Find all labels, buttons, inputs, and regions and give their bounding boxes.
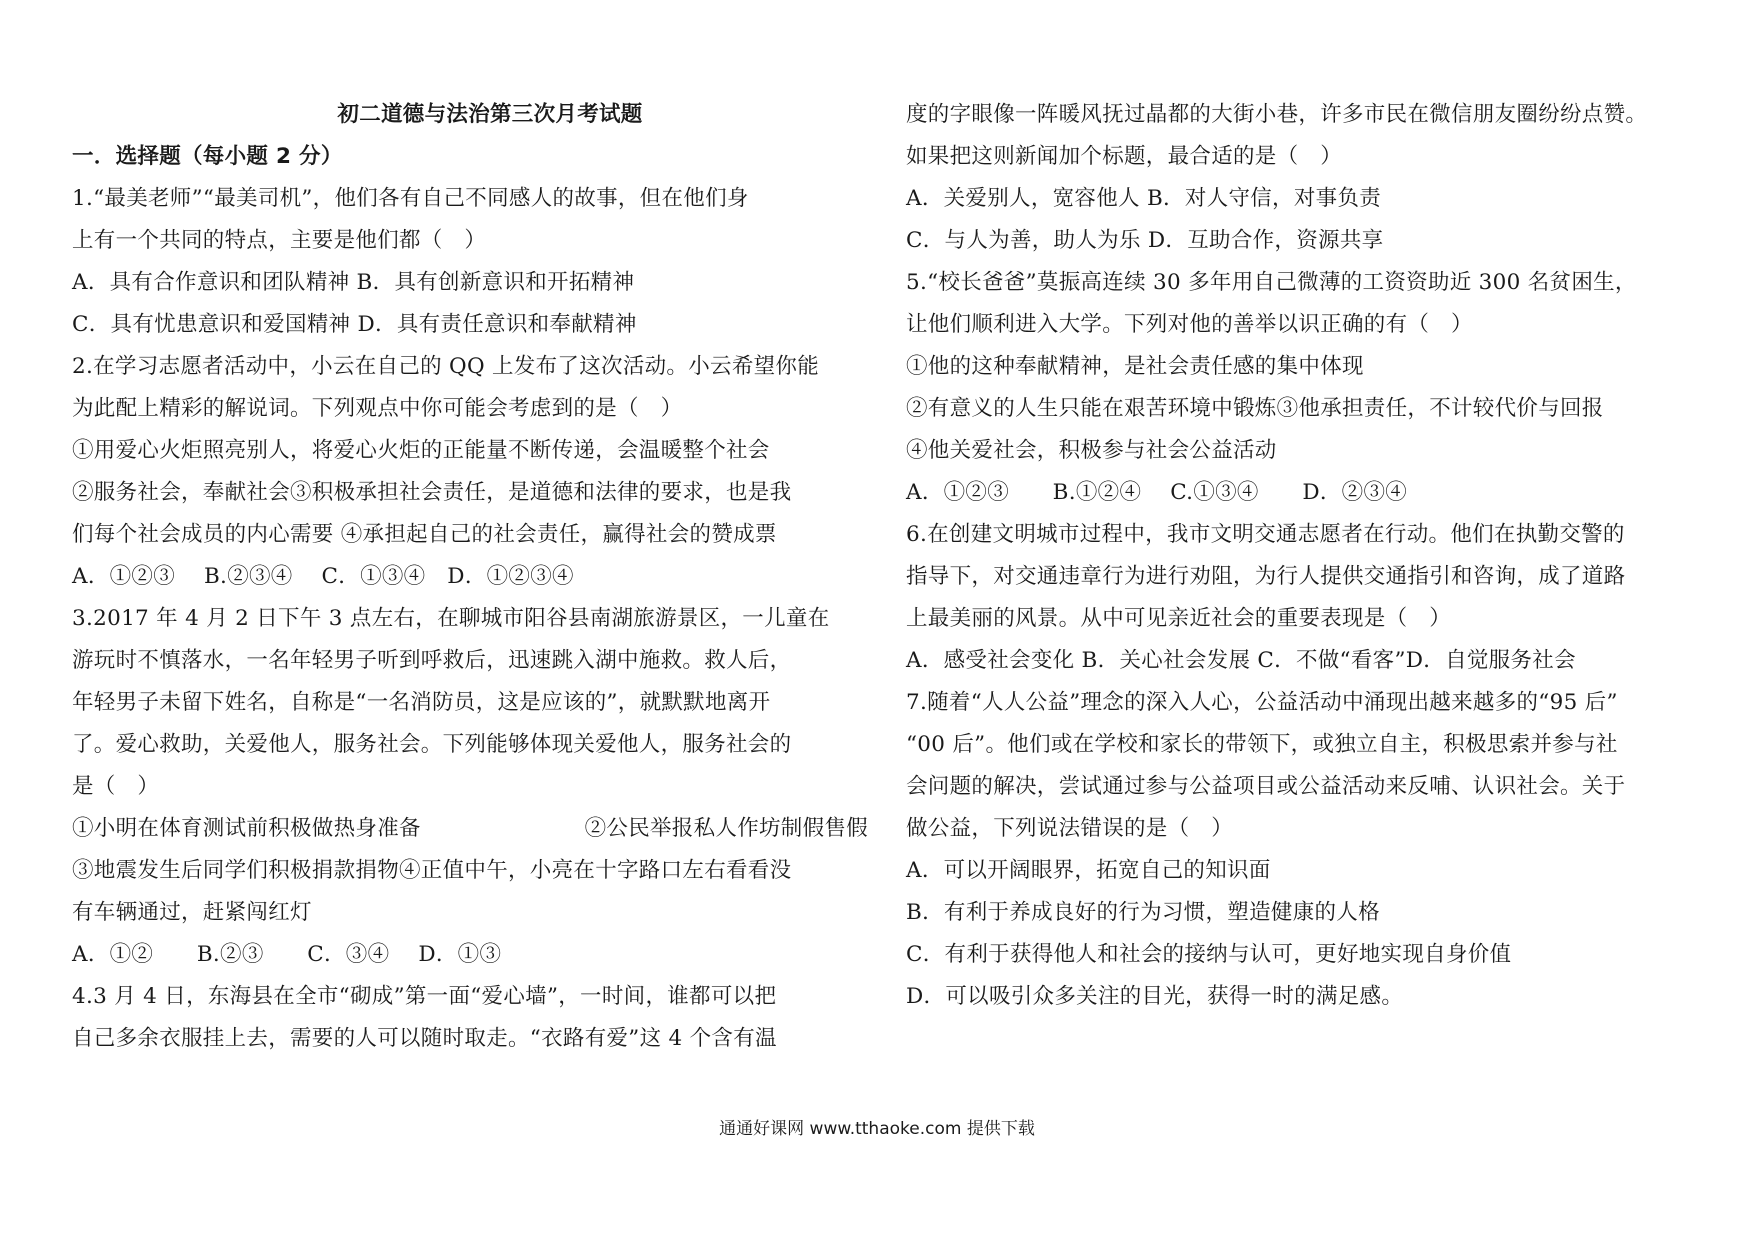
text-line: ③地震发生后同学们积极捐款捐物④正值中午，小亮在十字路口左右看看没: [72, 858, 792, 883]
text-line: A．感受社会变化 B．关心社会发展 C．不做“看客”D．自觉服务社会: [906, 648, 1576, 673]
text-line: 会问题的解决，尝试通过参与公益项目或公益活动来反哺、认识社会。关于: [906, 774, 1626, 799]
footer-suffix: 提供下载: [966, 1119, 1035, 1139]
page-footer: [0, 1117, 1754, 1141]
text-line: 5.“校长爸爸”莫振高连续 30 多年用自己微薄的工资资助近 300 名贫困生，: [906, 270, 1637, 295]
text-line: ②服务社会，奉献社会③积极承担社会责任，是道德和法律的要求，也是我: [72, 480, 792, 505]
left-text-block-1: [72, 178, 868, 808]
q3-options-row: [72, 808, 868, 850]
text-line: 们每个社会成员的内心需要 ④承担起自己的社会责任，赢得社会的赞成票: [72, 522, 777, 547]
text-line: B．有利于养成良好的行为习惯，塑造健康的人格: [906, 900, 1380, 925]
text-line: 如果把这则新闻加个标题，最合适的是（ ）: [906, 144, 1343, 169]
text-line: A．①②③ B.②③④ C．①③④ D．①②③④: [72, 564, 574, 589]
text-line: C．具有忧患意识和爱国精神 D．具有责任意识和奉献精神: [72, 312, 637, 337]
q3-option-2: ②公民举报私人作坊制假售假: [584, 816, 868, 841]
text-line: 7.随着“人人公益”理念的深入人心，公益活动中涌现出越来越多的“95 后”: [906, 690, 1618, 715]
text-line: 自己多余衣服挂上去，需要的人可以随时取走。“衣路有爱”这 4 个含有温: [72, 1026, 777, 1051]
text-line: 让他们顺利进入大学。下列对他的善举以识正确的有（ ）: [906, 312, 1473, 337]
text-line: C．与人为善，助人为乐 D．互助合作，资源共享: [906, 228, 1384, 253]
text-line: 有车辆通过，赶紧闯红灯: [72, 900, 312, 925]
text-line: A．关爱别人，宽容他人 B．对人守信，对事负责: [906, 186, 1382, 211]
right-text-block: [906, 94, 1706, 1018]
text-line: 6.在创建文明城市过程中，我市文明交通志愿者在行动。他们在执勤交警的: [906, 522, 1625, 547]
text-line: D．可以吸引众多关注的目光，获得一时的满足感。: [906, 984, 1404, 1009]
text-line: 指导下，对交通违章行为进行劝阻，为行人提供交通指引和咨询，成了道路: [906, 564, 1626, 589]
text-line: A．具有合作意识和团队精神 B．具有创新意识和开拓精神: [72, 270, 635, 295]
text-line: 1.“最美老师”“最美司机”，他们各有自己不同感人的故事，但在他们身: [72, 186, 749, 211]
text-line: 年轻男子未留下姓名，自称是“一名消防员，这是应该的”，就默默地离开: [72, 690, 771, 715]
text-line: A．可以开阔眼界，拓宽自己的知识面: [906, 858, 1271, 883]
text-line: 是（ ）: [72, 774, 160, 799]
text-line: 为此配上精彩的解说词。下列观点中你可能会考虑到的是（ ）: [72, 396, 683, 421]
left-column: [72, 94, 868, 1060]
text-line: 3.2017 年 4 月 2 日下午 3 点左右，在聊城市阳谷县南湖旅游景区，一儿童在: [72, 606, 830, 631]
q3-option-1: ①小明在体育测试前积极做热身准备: [72, 816, 421, 841]
footer-url[interactable]: www.tthaoke.com: [809, 1119, 962, 1139]
text-line: 上最美丽的风景。从中可见亲近社会的重要表现是（ ）: [906, 606, 1452, 631]
text-line: A．①②③ B.①②④ C.①③④ D．②③④: [906, 480, 1408, 505]
text-line: C．有利于获得他人和社会的接纳与认可，更好地实现自身价值: [906, 942, 1512, 967]
right-column: [906, 94, 1706, 1018]
text-line: 了。爱心救助，关爱他人，服务社会。下列能够体现关爱他人，服务社会的: [72, 732, 792, 757]
page-title: 初二道德与法治第三次月考试题: [337, 102, 643, 127]
left-text-block-2: [72, 850, 868, 1060]
text-line: 2.在学习志愿者活动中，小云在自己的 QQ 上发布了这次活动。小云希望你能: [72, 354, 820, 379]
text-line: ①用爱心火炬照亮别人，将爱心火炬的正能量不断传递，会温暖整个社会: [72, 438, 770, 463]
text-line: 4.3 月 4 日，东海县在全市“砌成”第一面“爱心墙”，一时间，谁都可以把: [72, 984, 777, 1009]
text-line: 度的字眼像一阵暖风抚过晶都的大街小巷，许多市民在微信朋友圈纷纷点赞。: [906, 102, 1648, 127]
text-line: A．①② B.②③ C．③④ D．①③: [72, 942, 502, 967]
footer-site-name: 通通好课网: [719, 1119, 805, 1139]
section-heading: 一．选择题（每小题 2 分）: [72, 144, 343, 169]
text-line: ④他关爱社会，积极参与社会公益活动: [906, 438, 1277, 463]
text-line: ②有意义的人生只能在艰苦环境中锻炼③他承担责任，不计较代价与回报: [906, 396, 1604, 421]
text-line: 上有一个共同的特点，主要是他们都（ ）: [72, 228, 487, 253]
text-line: ①他的这种奉献精神，是社会责任感的集中体现: [906, 354, 1364, 379]
text-line: “00 后”。他们或在学校和家长的带领下，或独立自主，积极思索并参与社: [906, 732, 1618, 757]
text-line: 做公益，下列说法错误的是（ ）: [906, 816, 1234, 841]
text-line: 游玩时不慎落水，一名年轻男子听到呼救后，迅速跳入湖中施救。救人后，: [72, 648, 792, 673]
